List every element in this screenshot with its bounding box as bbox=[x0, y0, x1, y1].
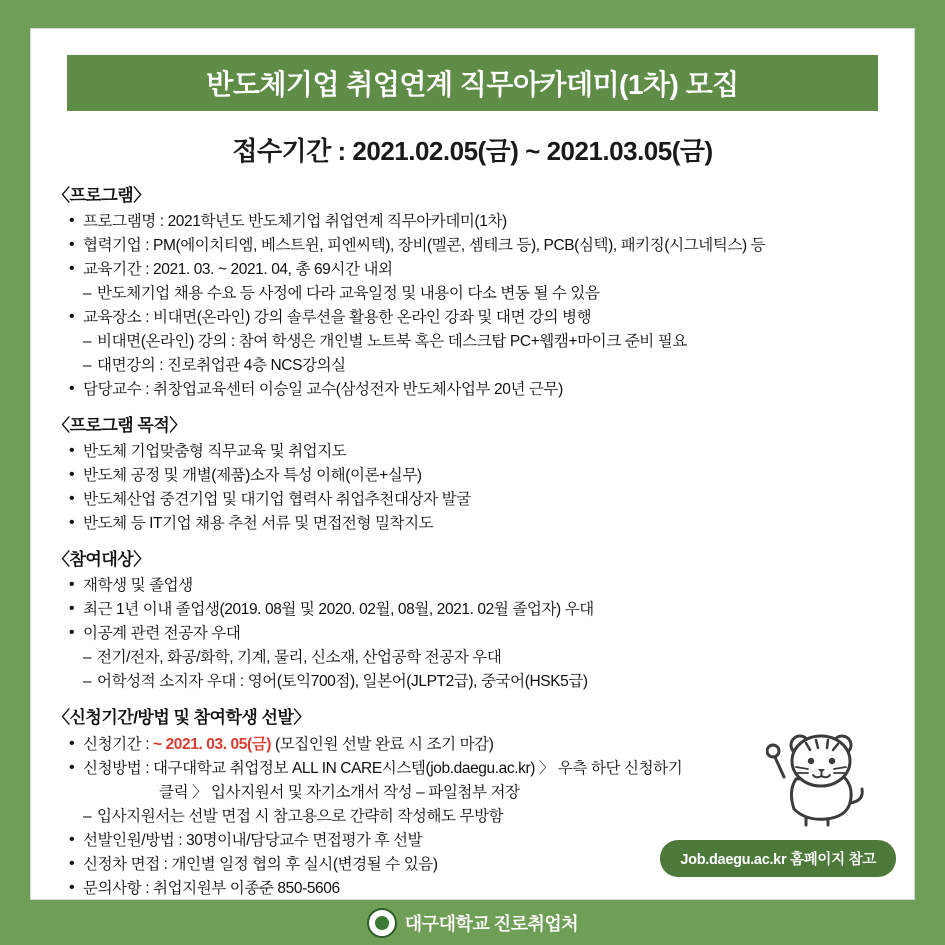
list-item: • 반도체 등 IT기업 채용 추천 서류 및 면접전형 밀착지도 bbox=[67, 513, 892, 535]
deadline-accent: ~ 2021. 03. 05(금) bbox=[153, 735, 272, 753]
logo-inner bbox=[375, 916, 389, 930]
list-item: • 이공계 관련 전공자 우대 bbox=[67, 623, 892, 645]
deadline-suffix: (모집인원 선발 완료 시 조기 마감) bbox=[271, 735, 494, 753]
list-item: – 비대면(온라인) 강의 : 참여 학생은 개인별 노트북 혹은 데스크탑 PC+웹캠+마이크 준비 필요 bbox=[67, 331, 892, 353]
list-item: • 담당교수 : 취창업교육센터 이승일 교수(삼성전자 반도체사업부 20년 근무) bbox=[67, 379, 892, 401]
list-item: • 선발인원/방법 : 30명이내/담당교수 면접평가 후 선발 bbox=[67, 830, 892, 852]
list-item: – 어학성적 소지자 우대 : 영어(토익700점), 일본어(JLPT2급), 중국어(HSK5급) bbox=[67, 671, 892, 693]
list-item: – 전기/전자, 화공/화학, 기계, 물리, 신소재, 산업공학 전공자 우대 bbox=[67, 647, 892, 669]
section-program-purpose bbox=[53, 414, 892, 535]
section-heading: 〈프로그램 목적〉 bbox=[53, 416, 186, 436]
list-item: – 입사지원서는 선발 면접 시 참고용으로 간략히 작성해도 무방함 bbox=[67, 806, 892, 828]
list-item: • 재학생 및 졸업생 bbox=[67, 575, 892, 597]
university-logo-icon bbox=[367, 908, 397, 938]
list-item: • 반도체산업 중견기업 및 대기업 협력사 취업추천대상자 발굴 bbox=[67, 489, 892, 511]
section-list bbox=[53, 211, 892, 401]
footer-strip bbox=[0, 900, 945, 945]
list-item: • 협력기업 : PM(에이치티엠, 베스트윈, 피엔씨텍), 장비(멜콘, 셈테크 등), PCB(심텍), 패키징(시그네틱스) 등 bbox=[67, 235, 892, 257]
list-item: • 프로그램명 : 2021학년도 반도체기업 취업연계 직무아카데미(1차) bbox=[67, 211, 892, 233]
section-program bbox=[53, 184, 892, 401]
section-heading: 〈참여대상〉 bbox=[53, 550, 150, 570]
list-item: – 반도체기업 채용 수요 등 사정에 다라 교육일정 및 내용이 다소 변동 될 수 있음 bbox=[67, 283, 892, 305]
list-item: • 교육기간 : 2021. 03. ~ 2021. 04, 총 69시간 내외 bbox=[67, 259, 892, 281]
page-title: 반도체기업 취업연계 직무아카데미(1차) 모집 bbox=[206, 69, 739, 100]
section-list bbox=[53, 441, 892, 535]
list-item: • 최근 1년 이내 졸업생(2019. 08월 및 2020. 02월, 08월, 2021. 02월 졸업자) 우대 bbox=[67, 599, 892, 621]
footer-organization-name: 대구대학교 진로취업처 bbox=[404, 913, 579, 934]
list-item: 클릭 〉 입사지원서 및 자기소개서 작성 – 파일첨부 저장 bbox=[159, 783, 520, 801]
section-target-participants bbox=[53, 548, 892, 693]
application-period-subtitle: 접수기간 : 2021.02.05(금) ~ 2021.03.05(금) bbox=[232, 136, 713, 166]
mascot-tiger-icon bbox=[766, 719, 886, 829]
list-item: • 교육장소 : 비대면(온라인) 강의 솔루션을 활용한 온라인 강좌 및 대면 강의 병행 bbox=[67, 307, 892, 329]
list-item: • 반도체 공정 및 개별(제품)소자 특성 이해(이론+실무) bbox=[67, 465, 892, 487]
poster-title-bar bbox=[67, 55, 878, 111]
list-item: • 반도체 기업맞춤형 직무교육 및 취업지도 bbox=[67, 441, 892, 463]
section-heading: 〈프로그램〉 bbox=[53, 186, 150, 205]
section-list bbox=[53, 575, 892, 693]
poster-card bbox=[30, 28, 915, 900]
list-item: • 신청방법 : 대구대학교 취업정보 ALL IN CARE시스템(job.daegu.ac.kr) 〉 우측 하단 신청하기 bbox=[67, 758, 892, 780]
list-item: • 신정차 면접 : 개인별 일정 협의 후 실시(변경될 수 있음) bbox=[67, 854, 892, 876]
list-item: • 문의사항 : 취업지원부 이종준 850-5606 bbox=[67, 878, 892, 900]
section-heading: 〈신청기간/방법 및 참여학생 선발〉 bbox=[53, 708, 310, 728]
list-item: – 대면강의 : 진로취업관 4층 NCS강의실 bbox=[67, 355, 892, 377]
homepage-reference-badge[interactable]: Job.daegu.ac.kr 홈페이지 참고 bbox=[660, 840, 896, 877]
deadline-prefix: 신청기간 : bbox=[83, 735, 154, 753]
